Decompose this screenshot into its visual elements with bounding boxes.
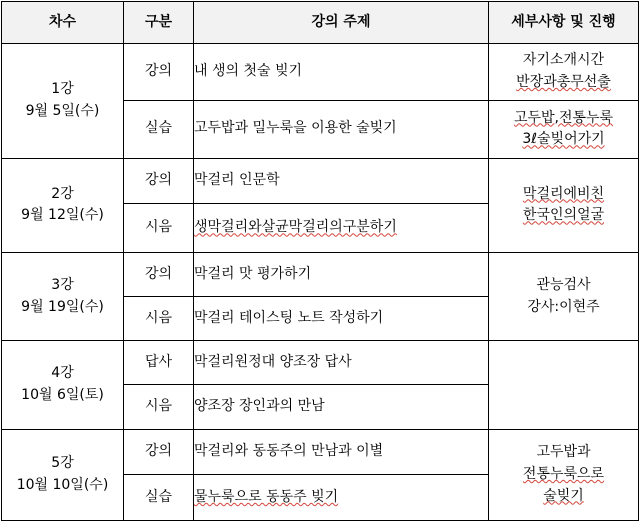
type-cell: 시음 <box>124 296 194 341</box>
lecture-schedule-table <box>1 1 639 521</box>
details-cell <box>489 100 639 158</box>
type-cell: 시음 <box>124 384 194 429</box>
details-line: 3ℓ술빚어가기 <box>522 131 605 148</box>
details-cell <box>489 158 639 252</box>
details-line: 강사:이현주 <box>527 298 600 315</box>
session-cell <box>2 429 124 520</box>
header-details: 세부사항 및 진행 <box>489 2 639 44</box>
type-cell: 강의 <box>124 253 194 297</box>
type-cell: 시음 <box>124 204 194 253</box>
details-line: 반장과총무선출 <box>516 73 611 90</box>
topic-cell: 내 생의 첫술 빚기 <box>194 44 489 101</box>
topic-cell: 생막걸리와살균막걸리의구분하기 <box>194 204 489 253</box>
session-name: 2강 <box>51 185 74 202</box>
table-row <box>2 253 639 297</box>
header-type: 구분 <box>124 2 194 44</box>
details-line: 막걸리에비친 <box>522 185 605 202</box>
table-row <box>2 158 639 204</box>
table-row <box>2 44 639 101</box>
details-cell <box>489 429 639 520</box>
type-cell: 강의 <box>124 429 194 475</box>
topic-cell <box>194 475 489 521</box>
session-name: 3강 <box>51 276 74 293</box>
session-cell <box>2 44 124 159</box>
header-session: 차수 <box>2 2 124 44</box>
session-date: 10월 10일(수) <box>16 476 109 493</box>
type-cell: 실습 <box>124 100 194 158</box>
details-cell-empty <box>489 341 639 429</box>
details-line: 술빚기 <box>543 487 584 504</box>
type-cell: 강의 <box>124 44 194 101</box>
header-topic: 강의 주제 <box>194 2 489 44</box>
topic-cell: 막걸리 인문학 <box>194 158 489 204</box>
session-cell <box>2 158 124 252</box>
session-name: 4강 <box>51 365 74 382</box>
topic-cell: 막걸리원정대 양조장 답사 <box>194 341 489 385</box>
session-name: 5강 <box>51 455 74 472</box>
details-line: 관능검사 <box>536 276 591 293</box>
table-row <box>2 341 639 385</box>
details-line: 전통누룩으로 <box>522 465 605 482</box>
details-cell <box>489 253 639 341</box>
session-name: 1강 <box>51 81 74 98</box>
details-line: 고두밥,전통누룩 <box>513 109 614 126</box>
topic-cell: 양조장 장인과의 만남 <box>194 384 489 429</box>
session-date: 9월 12일(수) <box>21 207 104 224</box>
table-row <box>2 429 639 475</box>
session-date: 10월 6일(토) <box>21 386 104 403</box>
topic-text: 물누룩으로 동동주 빚기 <box>194 488 339 505</box>
session-cell <box>2 341 124 429</box>
type-cell: 답사 <box>124 341 194 385</box>
header-row <box>2 2 639 44</box>
session-date: 9월 5일(수) <box>25 102 100 119</box>
session-date: 9월 19일(수) <box>21 298 104 315</box>
type-cell: 강의 <box>124 158 194 204</box>
session-cell <box>2 253 124 341</box>
details-line: 자기소개시간 <box>522 52 605 69</box>
topic-cell: 고두밥과 밀누룩을 이용한 술빚기 <box>194 100 489 158</box>
type-cell: 실습 <box>124 475 194 521</box>
topic-cell: 막걸리와 동동주의 만남과 이별 <box>194 429 489 475</box>
details-line: 고두밥과 <box>536 444 591 461</box>
topic-cell: 막걸리 맛 평가하기 <box>194 253 489 297</box>
details-cell <box>489 44 639 101</box>
details-line: 한국인의얼굴 <box>522 207 605 224</box>
topic-cell: 막걸리 테이스팅 노트 작성하기 <box>194 296 489 341</box>
